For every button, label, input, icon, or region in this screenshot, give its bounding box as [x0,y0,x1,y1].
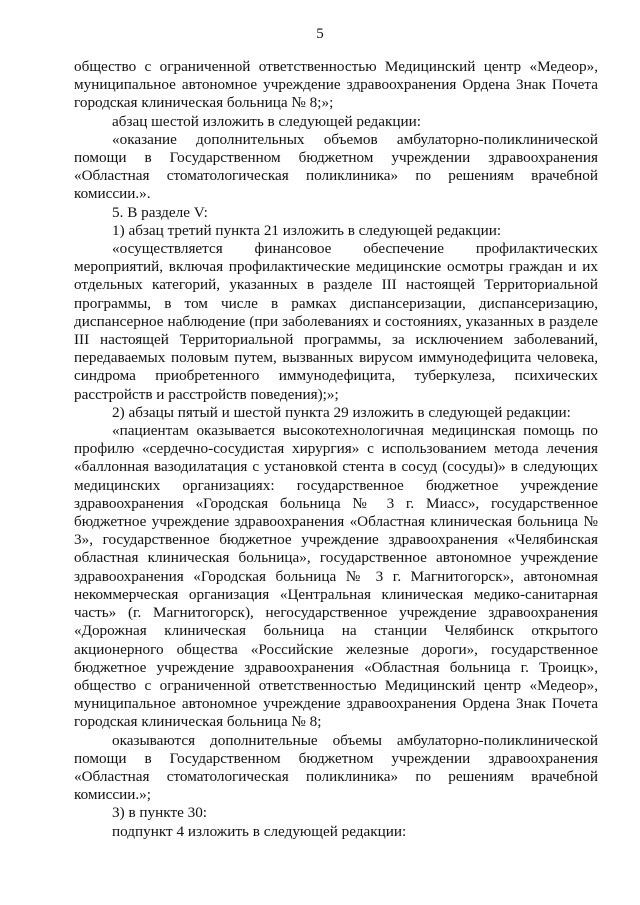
paragraph: абзац шестой изложить в следующей редакции: [112,112,421,130]
paragraph: подпункт 4 изложить в следующей редакции: [112,822,407,840]
paragraph: «пациентам оказывается высокотехнологичная медицинская помощь по профилю «сердечно-сосудистая хирургия» с использованием метода лечения «баллонная вазодилатация с установкой стента в сосуд (сосуды)» в следующих медицинских организациях: государственное бюджетное учреждение здравоохранения «Городская больница № 3 г. Миасс», государственное бюджетное учреждение здравоохранения «Областная клиническая больница № 3», государственное бюджетное учреждение здравоохранения «Челябинская областная клиническая больница», государственное автономное учреждение здравоохранения «Городская больница № 3 г. Магнитогорск», автономная некоммерческая организация «Центральная клиническая медико-санитарная часть» (г. Магнитогорск), негосударственное учреждение здравоохранения «Дорожная клиническая больница на станции Челябинск открытого акционерного общества «Российские железные дороги», государственное бюджетное учреждение здравоохранения «Областная больница г. Троицк», общество с ограниченной ответственностью Медицинский центр «Медеор», муниципальное автономное учреждение здравоохранения Ордена Знак Почета городская клиническая больница № 8; [74,422,598,731]
paragraph: «осуществляется финансовое обеспечение профилактических мероприятий, включая профилактические медицинские осмотры граждан и их отдельных категорий, указанных в разделе III настоящей Территориальной программы, в том числе в рамках диспансеризации, диспансеризацию, диспансерное наблюдение (при заболеваниях и состояниях, указанных в разделе III настоящей Территориальной программы, за исключением заболеваний, передаваемых половым путем, вызванных вирусом иммунодефицита человека, синдрома приобретенного иммунодефицита, туберкулеза, психических расстройств и расстройств поведения);»; [74,240,598,403]
paragraph: 3) в пункте 30: [112,804,208,822]
paragraph: общество с ограниченной ответственностью Медицинский центр «Медеор», муниципальное автономное учреждение здравоохранения Ордена Знак Почета городская клиническая больница № 8;»; [74,58,598,112]
paragraph: «оказание дополнительных объемов амбулаторно-поликлинической помощи в Государственном бюджетном учреждении здравоохранения «Областная стоматологическая поликлиника» по решениям врачебной комиссии.». [74,130,598,203]
document-body [74,58,598,841]
paragraph: оказываются дополнительные объемы амбулаторно-поликлинической помощи в Государственном бюджетном учреждении здравоохранения «Областная стоматологическая поликлиника» по решениям врачебной комиссии.»; [74,731,598,804]
page-number: 5 [316,26,324,42]
paragraph: 1) абзац третий пункта 21 изложить в следующей редакции: [112,221,502,239]
section-heading: 5. В разделе V: [112,203,208,221]
paragraph: 2) абзацы пятый и шестой пункта 29 изложить в следующей редакции: [112,403,571,421]
